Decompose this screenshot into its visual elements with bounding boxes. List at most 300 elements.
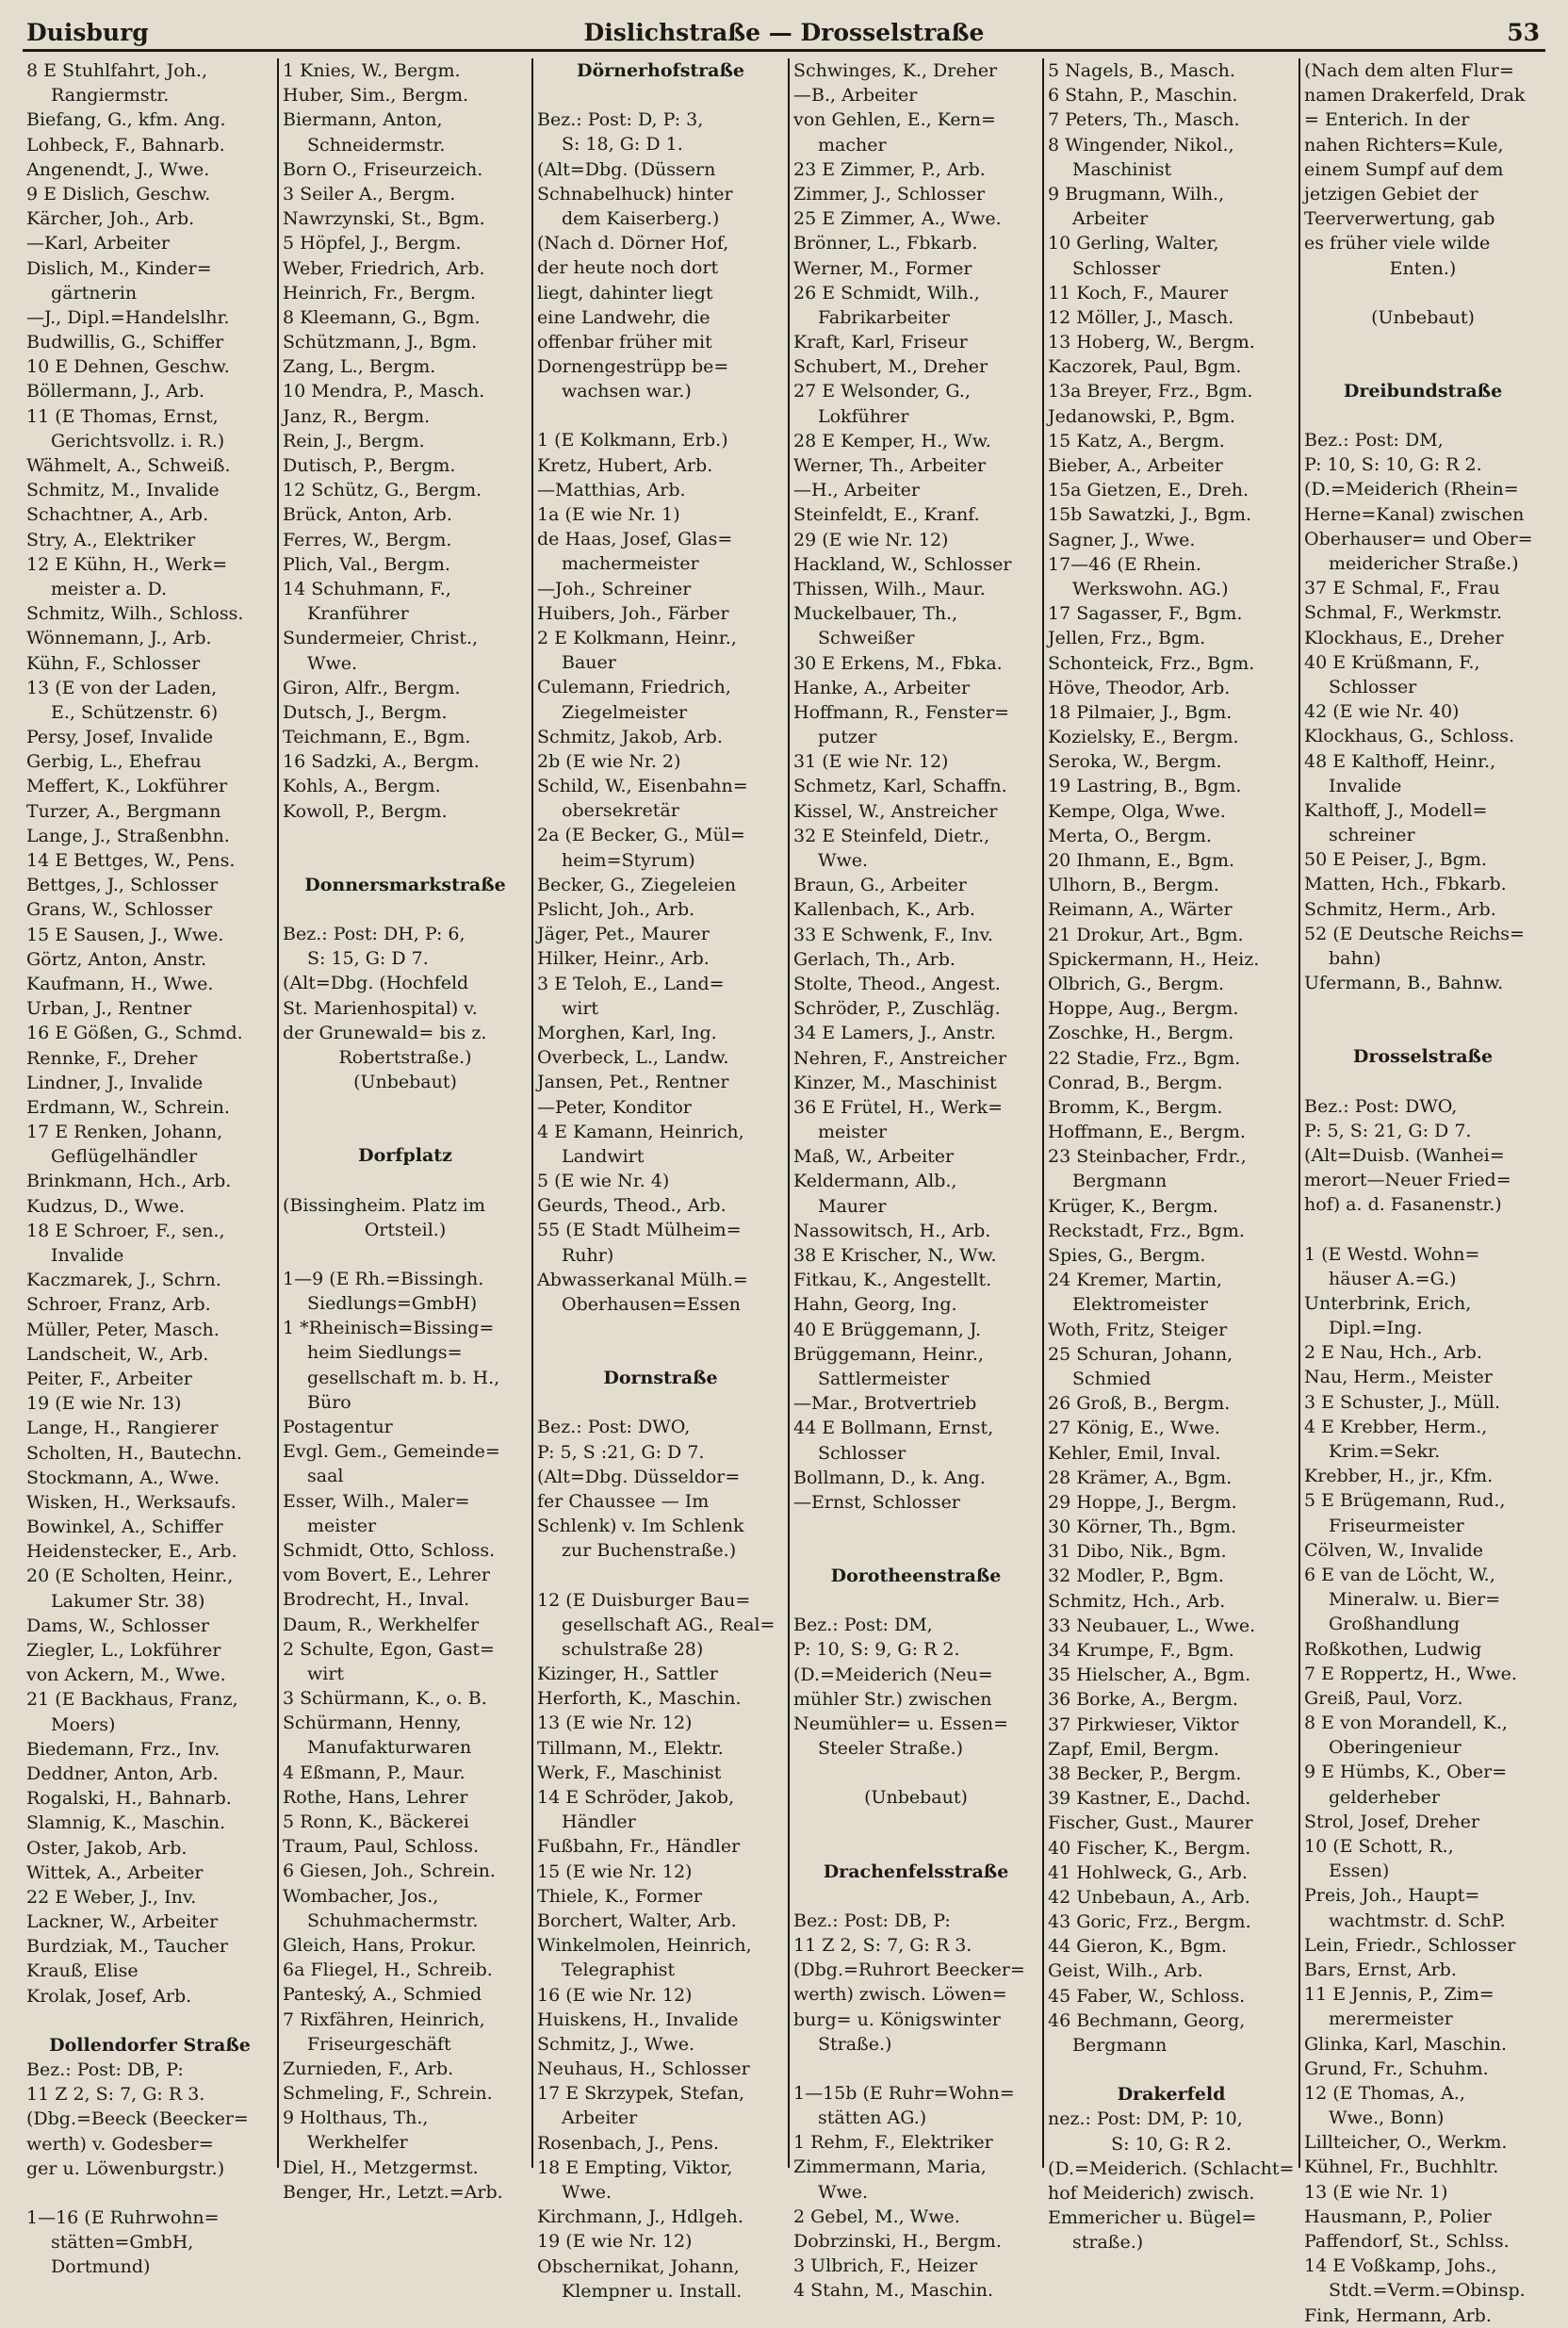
directory-entry: Heinrich, Fr., Bergm.: [283, 282, 477, 303]
directory-entry: heim=Styrum): [562, 849, 695, 871]
directory-entry: 7 Rixfähren, Heinrich,: [283, 2008, 485, 2030]
directory-entry: Hoffmann, R., Fenster=: [793, 701, 1010, 723]
directory-entry: Kaufmann, H., Wwe.: [26, 973, 214, 994]
header-city: Duisburg: [26, 19, 149, 46]
directory-entry: P: 5, S: 21, G: D 7.: [1304, 1120, 1472, 1141]
directory-entry: Werkhelfer: [307, 2132, 408, 2154]
directory-entry: 15a Gietzen, E., Dreh.: [1048, 480, 1250, 501]
directory-entry: Zapf, Emil, Bergm.: [1048, 1738, 1219, 1760]
directory-entry: 8 Wingender, Nikol.,: [1048, 134, 1234, 156]
directory-entry: (D.=Meiderich (Rhein=: [1304, 479, 1519, 500]
directory-entry: Hilker, Heinr., Arb.: [537, 948, 710, 970]
directory-entry: Krauß, Elise: [26, 1960, 139, 1982]
directory-entry: 1 (E Westd. Wohn=: [1304, 1243, 1480, 1265]
directory-entry: Bars, Ernst, Arb.: [1304, 1959, 1457, 1980]
directory-entry: 8 Kleemann, G., Bgm.: [283, 306, 481, 328]
directory-entry: 32 E Steinfeld, Dietr.,: [793, 825, 990, 846]
directory-entry: 26 Groß, B., Bergm.: [1048, 1393, 1231, 1415]
directory-entry: Huber, Sim., Bergm.: [283, 85, 469, 107]
directory-entry: gärtnerin: [51, 282, 138, 303]
directory-entry: nez.: Post: DM, P: 10,: [1048, 2108, 1243, 2130]
directory-entry: Lange, J., Straßenbhn.: [26, 825, 230, 846]
street-heading: Dorotheenstraße: [830, 1566, 1002, 1587]
directory-entry: Kohls, A., Bergm.: [283, 776, 441, 797]
directory-entry: Nau, Herm., Meister: [1304, 1367, 1493, 1388]
directory-entry: (Nach d. Dörner Hof,: [537, 233, 729, 254]
directory-entry: wachsen war.): [562, 381, 692, 402]
directory-entry: 2 E Kolkmann, Heinr.,: [537, 627, 737, 648]
directory-entry: Lange, H., Rangierer: [26, 1418, 219, 1439]
directory-entry: (Alt=Dbg. (Hochfeld: [283, 973, 469, 994]
directory-entry: Siedlungs=GmbH): [307, 1293, 478, 1315]
directory-entry: gelderheber: [1329, 1786, 1440, 1808]
directory-entry: Robertstraße.): [338, 1046, 472, 1068]
directory-entry: Schmal, F., Werkmstr.: [1304, 602, 1502, 624]
street-heading: Dreibundstraße: [1343, 380, 1503, 402]
directory-entry: 12 Schütz, G., Bergm.: [283, 480, 482, 501]
directory-entry: 52 (E Deutsche Reichs=: [1304, 923, 1525, 944]
directory-entry: Cölven, W., Invalide: [1304, 1539, 1484, 1561]
directory-entry: 28 E Kemper, H., Ww.: [793, 430, 991, 451]
directory-entry: Schachtner, A., Arb.: [26, 504, 209, 526]
directory-entry: 40 E Krüßmann, F.,: [1304, 651, 1480, 673]
directory-entry: Schmitz, M., Invalide: [26, 480, 220, 501]
directory-entry: Manufakturwaren: [307, 1737, 472, 1759]
directory-entry: 38 Becker, P., Bergm.: [1048, 1762, 1242, 1784]
directory-entry: Hoppe, Aug., Bergm.: [1048, 998, 1239, 1020]
directory-entry: Wwe., Bonn): [1329, 2107, 1445, 2129]
directory-entry: 37 E Schmal, F., Frau: [1304, 578, 1500, 599]
spacer: [537, 83, 784, 107]
street-heading: Dollendorfer Straße: [49, 2034, 251, 2056]
directory-entry: Schild, W., Eisenbahn=: [537, 776, 748, 797]
directory-entry: Teichmann, E., Bgm.: [283, 727, 471, 748]
directory-entry: (Unbebaut): [1371, 306, 1475, 328]
directory-entry: Maurer: [818, 1195, 887, 1217]
directory-entry: Schützmann, J., Bgm.: [283, 332, 478, 353]
directory-entry: Großhandlung: [1329, 1614, 1461, 1635]
directory-entry: Benger, Hr., Letzt.=Arb.: [283, 2181, 503, 2203]
directory-entry: 5 E Brügemann, Rud.,: [1304, 1490, 1506, 1512]
spacer: [1304, 1070, 1542, 1094]
directory-entry: 15 (E wie Nr. 12): [537, 1861, 693, 1882]
spacer: [283, 1119, 528, 1143]
directory-entry: 42 Unbebaun, A., Arb.: [1048, 1886, 1250, 1908]
directory-entry: Gerlach, Th., Arb.: [793, 948, 956, 970]
directory-entry: Urban, J., Rentner: [26, 998, 192, 1020]
spacer: [537, 1390, 784, 1415]
street-heading: Dörnerhofstraße: [576, 60, 745, 81]
directory-entry: Schürmann, Henny,: [283, 1713, 462, 1734]
spacer: [793, 1588, 1038, 1613]
directory-entry: —Karl, Arbeiter: [26, 233, 171, 254]
directory-entry: Schröder, P., Zuschläg.: [793, 998, 1001, 1020]
directory-entry: Jäger, Pet., Maurer: [537, 924, 710, 945]
directory-entry: Burdziak, M., Taucher: [26, 1936, 228, 1958]
directory-entry: 8 E Stuhlfahrt, Joh.,: [26, 60, 208, 81]
street-heading: Drakerfeld: [1117, 2084, 1226, 2106]
directory-entry: Geist, Wilh., Arb.: [1048, 1960, 1203, 1982]
directory-entry: 9 E Hümbs, K., Ober=: [1304, 1762, 1508, 1783]
directory-entry: Plich, Val., Bergm.: [283, 553, 450, 575]
directory-entry: 12 (E Duisburger Bau=: [537, 1589, 751, 1611]
street-heading: Drachenfelsstraße: [823, 1861, 1009, 1882]
directory-entry: Hausmann, P., Polier: [1304, 2205, 1492, 2227]
directory-entry: 6 E van de Löcht, W.,: [1304, 1564, 1495, 1585]
directory-entry: Lindner, J., Invalide: [26, 1072, 204, 1093]
directory-entry: 30 E Erkens, M., Fbka.: [793, 652, 1003, 674]
directory-entry: Esser, Wilh., Maler=: [283, 1490, 470, 1512]
directory-entry: Postagentur: [283, 1417, 393, 1437]
directory-entry: hof) a. d. Fasanenstr.): [1304, 1194, 1502, 1216]
directory-entry: Wombacher, Jos.,: [283, 1885, 439, 1907]
directory-entry: —Ernst, Schlosser: [793, 1491, 960, 1513]
directory-entry: Wittek, A., Arbeiter: [26, 1861, 204, 1883]
directory-entry: Kehler, Emil, Inval.: [1048, 1442, 1221, 1464]
directory-entry: 40 Fischer, K., Bergm.: [1048, 1837, 1251, 1859]
directory-entry: Höve, Theodor, Arb.: [1048, 677, 1231, 698]
directory-entry: Wähmelt, A., Schweiß.: [26, 455, 231, 476]
directory-entry: 13 (E von der Laden,: [26, 677, 218, 698]
directory-entry: stätten=GmbH,: [51, 2232, 194, 2254]
directory-entry: 11 Koch, F., Maurer: [1048, 282, 1229, 303]
directory-entry: Giron, Alfr., Bergm.: [283, 677, 461, 698]
directory-entry: —Peter, Konditor: [537, 1096, 692, 1118]
directory-entry: Biedemann, Frz., Inv.: [26, 1738, 220, 1760]
directory-entry: Müller, Peter, Masch.: [26, 1319, 220, 1340]
directory-entry: Dams, W., Schlosser: [26, 1615, 209, 1636]
directory-entry: Brinkmann, Hch., Arb.: [26, 1171, 232, 1192]
directory-entry: Brück, Anton, Arb.: [283, 504, 452, 526]
directory-entry: (Unbebaut): [864, 1787, 968, 1809]
directory-entry: Kärcher, Joh., Arb.: [26, 208, 195, 230]
directory-entry: 3 E Schuster, J., Müll.: [1304, 1391, 1501, 1413]
directory-entry: 10 Gerling, Walter,: [1048, 233, 1219, 254]
spacer: [537, 403, 784, 428]
directory-entry: Kraft, Karl, Friseur: [793, 332, 968, 353]
directory-entry: Teerverwertung, gab: [1304, 208, 1495, 230]
directory-entry: Krüger, K., Bergm.: [1048, 1195, 1218, 1217]
spacer: [26, 2008, 273, 2033]
directory-entry: Landscheit, W., Arb.: [26, 1343, 209, 1365]
directory-entry: 22 Stadie, Frz., Bgm.: [1048, 1047, 1241, 1069]
directory-entry: Ortsteil.): [364, 1219, 447, 1240]
directory-entry: saal: [307, 1466, 344, 1487]
directory-entry: burg= u. Königswinter: [793, 2008, 1001, 2030]
directory-entry: Huiskens, H., Invalide: [537, 2008, 739, 2030]
directory-entry: Rothe, Hans, Lehrer: [283, 1786, 468, 1808]
directory-entry: Rennke, F., Dreher: [26, 1047, 198, 1069]
directory-entry: Evgl. Gem., Gemeinde=: [283, 1441, 500, 1463]
directory-entry: 44 E Bollmann, Ernst,: [793, 1418, 994, 1439]
directory-entry: 5 Höpfel, J., Bergm.: [283, 233, 462, 254]
directory-entry: Görtz, Anton, Anstr.: [26, 948, 207, 970]
directory-entry: Angenendt, J., Wwe.: [26, 158, 210, 180]
directory-entry: Schmitz, J., Wwe.: [537, 2033, 695, 2055]
directory-entry: Muckelbauer, Th.,: [793, 603, 958, 625]
directory-entry: Ufermann, B., Bahnw.: [1304, 973, 1504, 994]
spacer: [1304, 354, 1542, 379]
directory-entry: Kizinger, H., Sattler: [537, 1664, 718, 1685]
directory-entry: Ziegler, L., Lokführer: [26, 1640, 221, 1661]
directory-entry: Overbeck, L., Landw.: [537, 1047, 729, 1069]
directory-entry: es früher viele wilde: [1304, 233, 1491, 254]
directory-entry: Dutisch, P., Bergm.: [283, 455, 456, 476]
directory-entry: Grund, Fr., Schuhm.: [1304, 2057, 1489, 2079]
directory-entry: Kretz, Hubert, Arb.: [537, 454, 713, 476]
directory-entry: 29 (E wie Nr. 12): [793, 529, 949, 550]
directory-entry: Invalide: [1329, 775, 1402, 796]
directory-entry: Lillteicher, O., Werkm.: [1304, 2132, 1508, 2154]
directory-entry: 14 E Voßkamp, Johs.,: [1304, 2255, 1497, 2277]
directory-entry: 13 (E wie Nr. 1): [1304, 2181, 1448, 2203]
directory-entry: Invalide: [51, 1245, 124, 1266]
directory-entry: Dipl.=Ing.: [1329, 1318, 1423, 1339]
directory-entry: 45 Faber, W., Schloss.: [1048, 1985, 1246, 2007]
directory-entry: fer Chaussee — Im: [537, 1490, 710, 1512]
street-heading: Drosselstraße: [1352, 1046, 1494, 1068]
directory-entry: 25 E Zimmer, A., Wwe.: [793, 208, 1002, 230]
header-street-range: Dislichstraße — Drosselstraße: [583, 19, 985, 46]
directory-entry: Kalthoff, J., Modell=: [1304, 799, 1488, 821]
directory-entry: Händler: [562, 1812, 636, 1833]
directory-entry: 36 Borke, A., Bergm.: [1048, 1689, 1238, 1711]
directory-entry: werth) v. Godesber=: [26, 2133, 214, 2155]
directory-entry: 27 E Welsonder, G.,: [793, 381, 971, 402]
directory-entry: Glinka, Karl, Maschin.: [1304, 2033, 1508, 2055]
directory-entry: werth) zwisch. Löwen=: [793, 1984, 1007, 2006]
directory-entry: 20 (E Scholten, Heinr.,: [26, 1566, 234, 1587]
directory-entry: häuser A.=G.): [1329, 1268, 1457, 1289]
directory-entry: Conrad, B., Bergm.: [1048, 1072, 1223, 1093]
directory-entry: wachtmstr. d. SchP.: [1329, 1910, 1506, 1931]
directory-entry: Kowoll, P., Bergm.: [283, 800, 448, 822]
directory-entry: 9 Holthaus, Th.,: [283, 2107, 429, 2129]
spacer: [537, 1317, 784, 1341]
directory-entry: Schmied: [1072, 1368, 1152, 1389]
directory-entry: nahen Richters=Kule,: [1304, 134, 1504, 156]
directory-entry: Herforth, K., Maschin.: [537, 1688, 742, 1710]
column-3: [533, 58, 790, 2302]
directory-entry: schreiner: [1329, 825, 1415, 846]
directory-entry: Telegraphist: [562, 1959, 676, 1981]
directory-entry: 15 E Sausen, J., Wwe.: [26, 924, 224, 945]
directory-entry: 12 Möller, J., Masch.: [1048, 306, 1234, 328]
directory-entry: meister a. D.: [51, 578, 168, 599]
directory-entry: 55 (E Stadt Mülheim=: [537, 1220, 742, 1241]
directory-entry: (Dbg.=Beeck (Beecker=: [26, 2108, 249, 2130]
directory-entry: Ulhorn, B., Bergm.: [1048, 875, 1219, 896]
directory-entry: gesellschaft AG., Real=: [562, 1614, 776, 1635]
spacer: [537, 1341, 784, 1366]
directory-entry: Stry, A., Elektriker: [26, 529, 196, 550]
directory-entry: 16 (E wie Nr. 12): [537, 1984, 693, 2006]
directory-entry: 5 Nagels, B., Masch.: [1048, 60, 1235, 81]
directory-entry: Kudzus, D., Wwe.: [26, 1195, 186, 1217]
directory-entry: Bez.: Post: D, P: 3,: [537, 109, 704, 131]
directory-entry: Jedanowski, P., Bgm.: [1048, 405, 1235, 427]
directory-entry: Schonteick, Frz., Bgm.: [1048, 652, 1255, 674]
directory-entry: Stockmann, A., Wwe.: [26, 1467, 220, 1488]
directory-entry: 31 Dibo, Nik., Bgm.: [1048, 1541, 1227, 1563]
directory-entry: Schneidermstr.: [307, 134, 446, 156]
directory-entry: 1 Rehm, F., Elektriker: [793, 2132, 993, 2154]
directory-entry: Becker, G., Ziegeleien: [537, 874, 737, 895]
directory-entry: Schmitz, Jakob, Arb.: [537, 726, 723, 747]
directory-entry: Schroer, Franz, Arb.: [26, 1294, 211, 1316]
directory-entry: 11 (E Thomas, Ernst,: [26, 405, 219, 427]
directory-entry: Landwirt: [562, 1145, 645, 1167]
spacer: [1304, 1020, 1542, 1044]
directory-entry: E., Schützenstr. 6): [51, 701, 219, 723]
directory-entry: Emmericher u. Bügel=: [1048, 2207, 1257, 2229]
directory-entry: bahn): [1329, 948, 1381, 969]
directory-entry: 3 E Teloh, E., Land=: [537, 973, 725, 994]
directory-entry: Steinfeldt, E., Kranf.: [793, 504, 980, 526]
directory-entry: Schmitz, Hch., Arb.: [1048, 1590, 1226, 1612]
directory-entry: —Mar., Brotvertrieb: [793, 1393, 977, 1415]
directory-entry: von Ackern, M., Wwe.: [26, 1664, 226, 1686]
directory-entry: Gerichtsvollz. i. R.): [51, 430, 225, 451]
directory-entry: 12 E Kühn, H., Werk=: [26, 553, 228, 575]
directory-entry: 16 Sadzki, A., Bergm.: [283, 751, 480, 773]
directory-entry: 7 Peters, Th., Masch.: [1048, 109, 1240, 131]
directory-entry: 1 *Rheinisch=Bissing=: [283, 1318, 495, 1339]
directory-entry: dem Kaiserberg.): [562, 207, 720, 229]
directory-entry: Thissen, Wilh., Maur.: [793, 578, 986, 599]
directory-entry: Nassowitsch, H., Arb.: [793, 1220, 991, 1241]
directory-entry: Dortmund): [51, 2256, 151, 2278]
directory-entry: Zimmermann, Maria,: [793, 2156, 987, 2178]
spacer: [1048, 2057, 1295, 2082]
directory-entry: Hackland, W., Schlosser: [793, 553, 1012, 575]
directory-entry: 1—16 (E Ruhrwohn=: [26, 2206, 220, 2228]
directory-entry: 3 Seiler A., Bergm.: [283, 183, 456, 205]
directory-entry: Sattlermeister: [818, 1368, 950, 1389]
directory-entry: Schlosser: [1329, 676, 1417, 697]
directory-entry: 1—15b (E Ruhr=Wohn=: [793, 2082, 1015, 2104]
directory-entry: Elektromeister: [1072, 1294, 1208, 1316]
directory-entry: 24 Kremer, Martin,: [1048, 1270, 1222, 1291]
directory-entry: 29 Hoppe, J., Bergm.: [1048, 1491, 1237, 1513]
directory-entry: Traum, Paul, Schloss.: [283, 1836, 480, 1858]
directory-entry: 48 E Kalthoff, Heinr.,: [1304, 750, 1496, 772]
directory-entry: Janz, R., Bergm.: [283, 405, 431, 427]
directory-entry: hof Meiderich) zwisch.: [1048, 2182, 1255, 2204]
directory-entry: Bromm, K., Bergm.: [1048, 1096, 1223, 1118]
directory-entry: Schmitz, Herm., Arb.: [1304, 898, 1496, 920]
directory-entry: Brodrecht, H., Inval.: [283, 1589, 470, 1611]
directory-entry: Lackner, W., Arbeiter: [26, 1911, 219, 1933]
directory-entry: Obschernikat, Johann,: [537, 2255, 740, 2277]
page-number: 53: [1507, 19, 1540, 46]
directory-entry: Schmetz, Karl, Schaffn.: [793, 776, 1007, 797]
spacer: [1304, 330, 1542, 354]
directory-entry: 13 Hoberg, W., Bergm.: [1048, 332, 1255, 353]
directory-entry: 19 Lastring, B., Bgm.: [1048, 776, 1242, 797]
directory-entry: Bowinkel, A., Schiffer: [26, 1516, 223, 1538]
directory-entry: Wwe.: [307, 652, 358, 674]
directory-entry: Culemann, Friedrich,: [537, 677, 731, 698]
street-heading: Dornstraße: [603, 1368, 718, 1389]
spacer: [1304, 403, 1542, 428]
directory-entry: Ferres, W., Bergm.: [283, 529, 452, 550]
directory-entry: Klockhaus, E., Dreher: [1304, 627, 1504, 648]
directory-entry: Erdmann, W., Schrein.: [26, 1096, 230, 1118]
directory-entry: Oberingenieur: [1329, 1737, 1462, 1759]
directory-entry: St. Marienhospital) v.: [283, 997, 478, 1019]
directory-entry: Oster, Jakob, Arb.: [26, 1837, 188, 1859]
directory-entry: 5 (E wie Nr. 4): [537, 1171, 670, 1192]
directory-entry: de Haas, Josef, Glas=: [537, 529, 733, 550]
directory-entry: 18 E Empting, Viktor,: [537, 2156, 733, 2178]
directory-entry: 14 E Bettges, W., Pens.: [26, 850, 236, 871]
directory-entry: 27 König, E., Wwe.: [1048, 1418, 1220, 1439]
directory-entry: Schlosser: [818, 1442, 906, 1464]
directory-entry: heim Siedlungs=: [307, 1342, 463, 1364]
directory-entry: Ruhr): [562, 1244, 614, 1266]
directory-entry: (D.=Meiderich. (Schlacht=: [1048, 2157, 1295, 2179]
directory-entry: Borchert, Walter, Arb.: [537, 1910, 737, 1931]
directory-entry: Strol, Josef, Dreher: [1304, 1811, 1479, 1832]
directory-entry: Dutsch, J., Bergm.: [283, 701, 448, 723]
directory-entry: Wisken, H., Werksaufs.: [26, 1491, 237, 1513]
directory-entry: 9 Brugmann, Wilh.,: [1048, 183, 1225, 205]
directory-entry: Tillmann, M., Elektr.: [537, 1737, 724, 1759]
directory-entry: offenbar früher mit: [537, 331, 712, 352]
directory-entry: Biefang, G., kfm. Ang.: [26, 109, 226, 131]
directory-entry: Schlosser: [1072, 257, 1161, 279]
spacer: [283, 1169, 528, 1193]
directory-entry: Essen): [1329, 1861, 1390, 1882]
directory-entry: Roßkothen, Ludwig: [1304, 1638, 1482, 1660]
directory-entry: Winkelmolen, Heinrich,: [537, 1935, 752, 1957]
directory-entry: Krim.=Sekr.: [1329, 1441, 1441, 1462]
directory-entry: 10 Mendra, P., Masch.: [283, 381, 485, 402]
directory-entry: 25 Schuran, Johann,: [1048, 1343, 1233, 1365]
directory-entry: (Bissingheim. Platz im: [283, 1194, 486, 1216]
directory-entry: —H., Arbeiter: [793, 480, 920, 501]
directory-entry: Zoschke, H., Bergm.: [1048, 1023, 1234, 1044]
spacer: [537, 1564, 784, 1588]
directory-entry: Friseurmeister: [1329, 1515, 1464, 1536]
directory-entry: Woth, Fritz, Steiger: [1048, 1319, 1228, 1340]
directory-entry: (Unbebaut): [353, 1072, 457, 1093]
directory-entry: Turzer, A., Bergmann: [26, 800, 221, 822]
directory-entry: Bez.: Post: DB, P:: [26, 2059, 184, 2080]
directory-entry: 22 E Weber, J., Inv.: [26, 1886, 197, 1908]
directory-entry: 1—9 (E Rh.=Bissingh.: [283, 1268, 484, 1289]
column-6: [1300, 58, 1545, 2326]
directory-entry: wirt: [307, 1663, 345, 1684]
directory-entry: 32 Modler, P., Bgm.: [1048, 1566, 1224, 1587]
directory-entry: Keldermann, Alb.,: [793, 1171, 957, 1192]
directory-entry: —Matthias, Arb.: [537, 479, 686, 500]
directory-entry: Kallenbach, K., Arb.: [793, 899, 975, 921]
directory-entry: 19 (E wie Nr. 12): [537, 2231, 693, 2253]
directory-entry: 34 Krumpe, F., Bgm.: [1048, 1640, 1234, 1661]
directory-entry: Schmidt, Otto, Schloss.: [283, 1539, 496, 1561]
directory-entry: Paffendorf, St., Schlss.: [1304, 2231, 1510, 2252]
directory-entry: Schlenk) v. Im Schlenk: [537, 1516, 744, 1537]
spacer: [1304, 281, 1542, 305]
directory-entry: macher: [818, 134, 887, 156]
spacer: [1304, 1218, 1542, 1242]
directory-entry: Kissel, W., Anstreicher: [793, 800, 998, 822]
directory-entry: Schnabelhuck) hinter: [537, 183, 733, 205]
spacer: [793, 1761, 1038, 1785]
directory-entry: (D.=Meiderich (Neu=: [793, 1664, 993, 1685]
